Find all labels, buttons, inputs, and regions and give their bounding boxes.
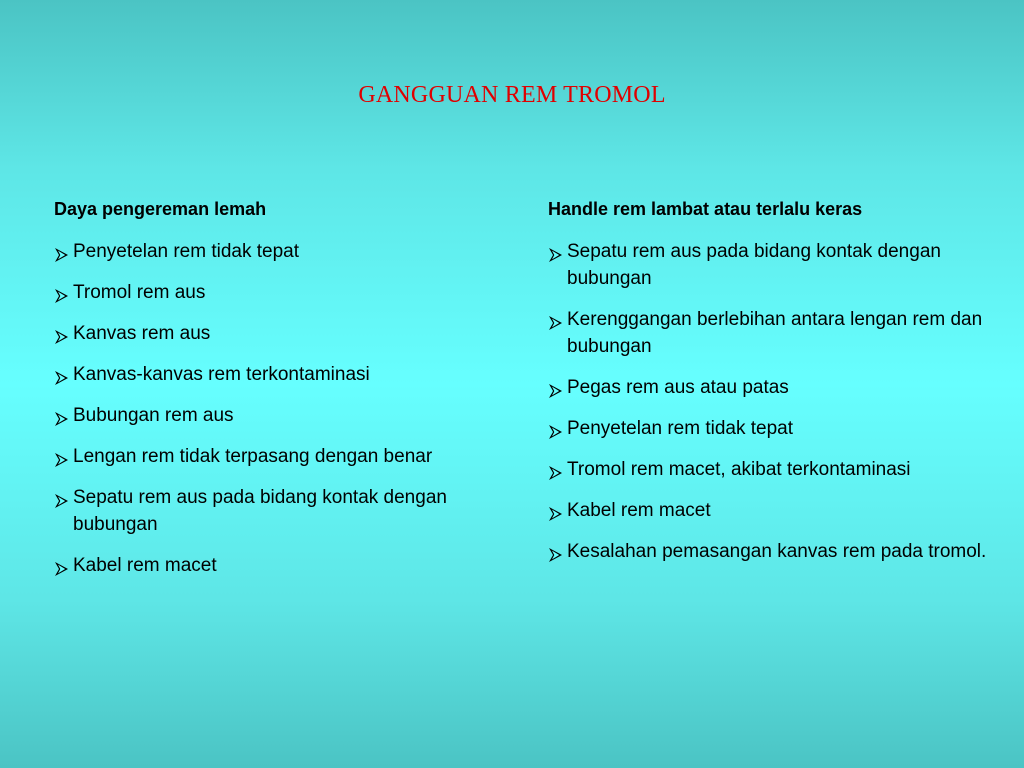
arrow-bullet-icon bbox=[54, 490, 69, 506]
list-item bbox=[548, 456, 1008, 483]
list-item bbox=[54, 361, 514, 388]
arrow-bullet-icon bbox=[54, 244, 69, 260]
list-item-text: Kanvas-kanvas rem terkontaminasi bbox=[73, 364, 370, 385]
arrow-bullet-icon bbox=[548, 244, 563, 260]
list-item-text: Kesalahan pemasangan kanvas rem pada tromol. bbox=[567, 541, 987, 562]
list-item bbox=[548, 497, 1008, 524]
arrow-bullet-icon bbox=[54, 285, 69, 301]
list-item-text: Kabel rem macet bbox=[73, 555, 217, 576]
list-item-text: Penyetelan rem tidak tepat bbox=[73, 241, 300, 262]
arrow-bullet-icon bbox=[54, 558, 69, 574]
arrow-bullet-icon bbox=[54, 367, 69, 383]
list-item-text: Tromol rem aus bbox=[73, 282, 206, 303]
list-item-text: Bubungan rem aus bbox=[73, 405, 234, 426]
list-item-text: Lengan rem tidak terpasang dengan benar bbox=[73, 446, 433, 467]
left-bullet-list bbox=[54, 238, 514, 579]
list-item-text: Kerenggangan berlebihan antara lengan rem dan bubungan bbox=[567, 309, 983, 357]
list-item bbox=[54, 320, 514, 347]
arrow-bullet-icon bbox=[54, 408, 69, 424]
list-item bbox=[548, 306, 1008, 360]
list-item bbox=[54, 552, 514, 579]
list-item-text: Sepatu rem aus pada bidang kontak dengan bubungan bbox=[567, 241, 941, 289]
list-item-text: Kabel rem macet bbox=[567, 500, 711, 521]
list-item bbox=[548, 238, 1008, 292]
list-item-text: Penyetelan rem tidak tepat bbox=[567, 418, 794, 439]
right-column-heading: Handle rem lambat atau terlalu keras bbox=[548, 199, 863, 219]
arrow-bullet-icon bbox=[548, 544, 563, 560]
list-item bbox=[54, 279, 514, 306]
arrow-bullet-icon bbox=[548, 380, 563, 396]
right-column bbox=[548, 197, 1008, 579]
list-item bbox=[54, 443, 514, 470]
list-item bbox=[548, 538, 1008, 565]
list-item-text: Kanvas rem aus bbox=[73, 323, 211, 344]
slide-title: GANGGUAN REM TROMOL bbox=[358, 82, 666, 108]
left-column-heading: Daya pengereman lemah bbox=[54, 199, 267, 219]
list-item-text: Sepatu rem aus pada bidang kontak dengan bubungan bbox=[73, 487, 447, 535]
list-item-text: Pegas rem aus atau patas bbox=[567, 377, 789, 398]
arrow-bullet-icon bbox=[54, 326, 69, 342]
list-item bbox=[54, 238, 514, 265]
list-item bbox=[54, 402, 514, 429]
left-column bbox=[54, 197, 514, 593]
arrow-bullet-icon bbox=[548, 421, 563, 437]
arrow-bullet-icon bbox=[548, 312, 563, 328]
list-item bbox=[548, 374, 1008, 401]
arrow-bullet-icon bbox=[548, 503, 563, 519]
list-item-text: Tromol rem macet, akibat terkontaminasi bbox=[567, 459, 911, 480]
list-item bbox=[548, 415, 1008, 442]
list-item bbox=[54, 484, 514, 538]
arrow-bullet-icon bbox=[54, 449, 69, 465]
right-bullet-list bbox=[548, 238, 1008, 565]
arrow-bullet-icon bbox=[548, 462, 563, 478]
